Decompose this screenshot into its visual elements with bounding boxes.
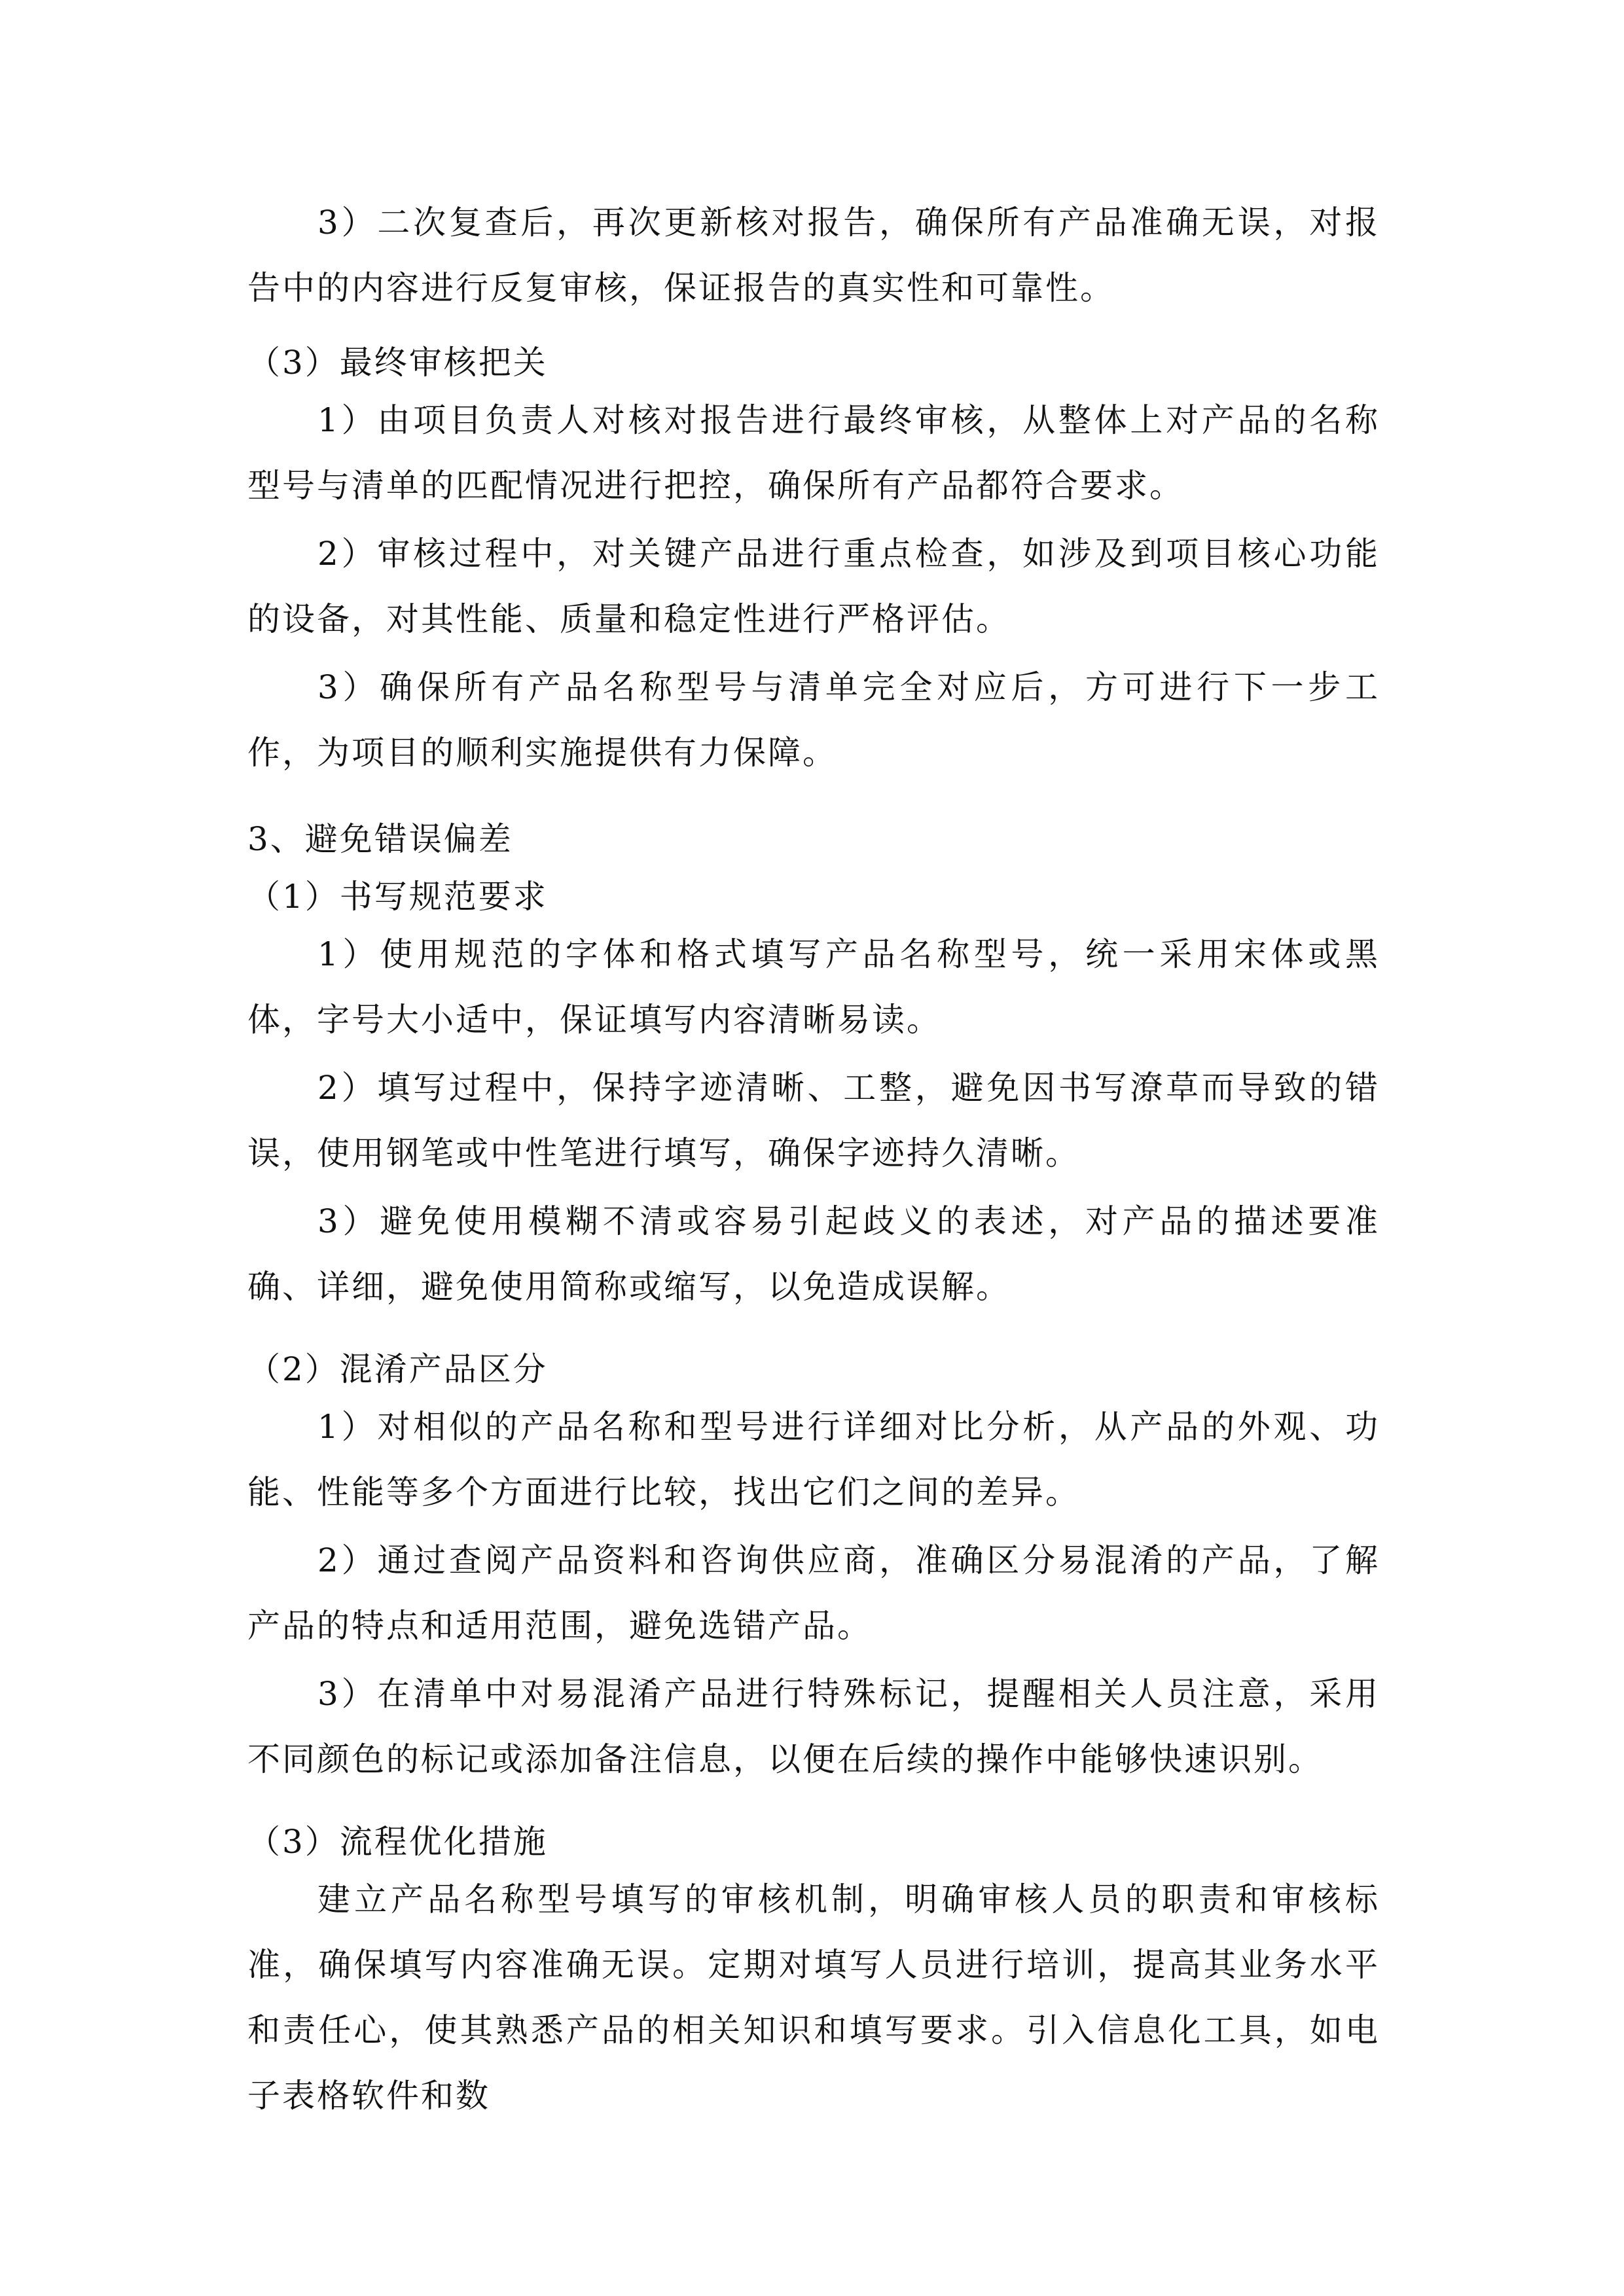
paragraph-recheck-report: 3）二次复查后，再次更新核对报告，确保所有产品准确无误，对报告中的内容进行反复审核，保证报告的真实性和可靠性。 (247, 204, 1380, 307)
paragraph-writing-1: 1）使用规范的字体和格式填写产品名称型号，统一采用宋体或黑体，字号大小适中，保证填写内容清晰易读。 (247, 935, 1380, 1039)
paragraph-final-review-2: 2）审核过程中，对关键产品进行重点检查，如涉及到项目核心功能的设备，对其性能、质量和稳定性进行严格评估。 (247, 535, 1380, 638)
section-heading-avoid-errors: 3、避免错误偏差 (247, 820, 513, 858)
paragraph-writing-3: 3）避免使用模糊不清或容易引起歧义的表述，对产品的描述要准确、详细，避免使用简称或缩写，以免造成误解。 (247, 1202, 1380, 1306)
paragraph-writing-2: 2）填写过程中，保持字迹清晰、工整，避免因书写潦草而导致的错误，使用钢笔或中性笔进行填写，确保字迹持久清晰。 (247, 1069, 1380, 1172)
paragraph-process-optimization: 建立产品名称型号填写的审核机制，明确审核人员的职责和审核标准，确保填写内容准确无误。定期对填写人员进行培训，提高其业务水平和责任心，使其熟悉产品的相关知识和填写要求。引入信息化工具，如电子表格软件和数 (247, 1880, 1380, 2115)
paragraph-final-review-3: 3）确保所有产品名称型号与清单完全对应后，方可进行下一步工作，为项目的顺利实施提供有力保障。 (247, 668, 1380, 772)
heading-final-review: （3）最终审核把关 (247, 344, 548, 382)
heading-writing-standards: （1）书写规范要求 (247, 878, 548, 916)
paragraph-confusable-3: 3）在清单中对易混淆产品进行特殊标记，提醒相关人员注意，采用不同颜色的标记或添加备注信息，以便在后续的操作中能够快速识别。 (247, 1675, 1380, 1778)
paragraph-confusable-2: 2）通过查阅产品资料和咨询供应商，准确区分易混淆的产品，了解产品的特点和适用范围，避免选错产品。 (247, 1541, 1380, 1645)
heading-confusable-products: （2）混淆产品区分 (247, 1350, 548, 1388)
heading-process-optimization: （3）流程优化措施 (247, 1823, 548, 1861)
paragraph-final-review-1: 1）由项目负责人对核对报告进行最终审核，从整体上对产品的名称型号与清单的匹配情况进行把控，确保所有产品都符合要求。 (247, 401, 1380, 505)
paragraph-confusable-1: 1）对相似的产品名称和型号进行详细对比分析，从产品的外观、功能、性能等多个方面进行比较，找出它们之间的差异。 (247, 1408, 1380, 1511)
